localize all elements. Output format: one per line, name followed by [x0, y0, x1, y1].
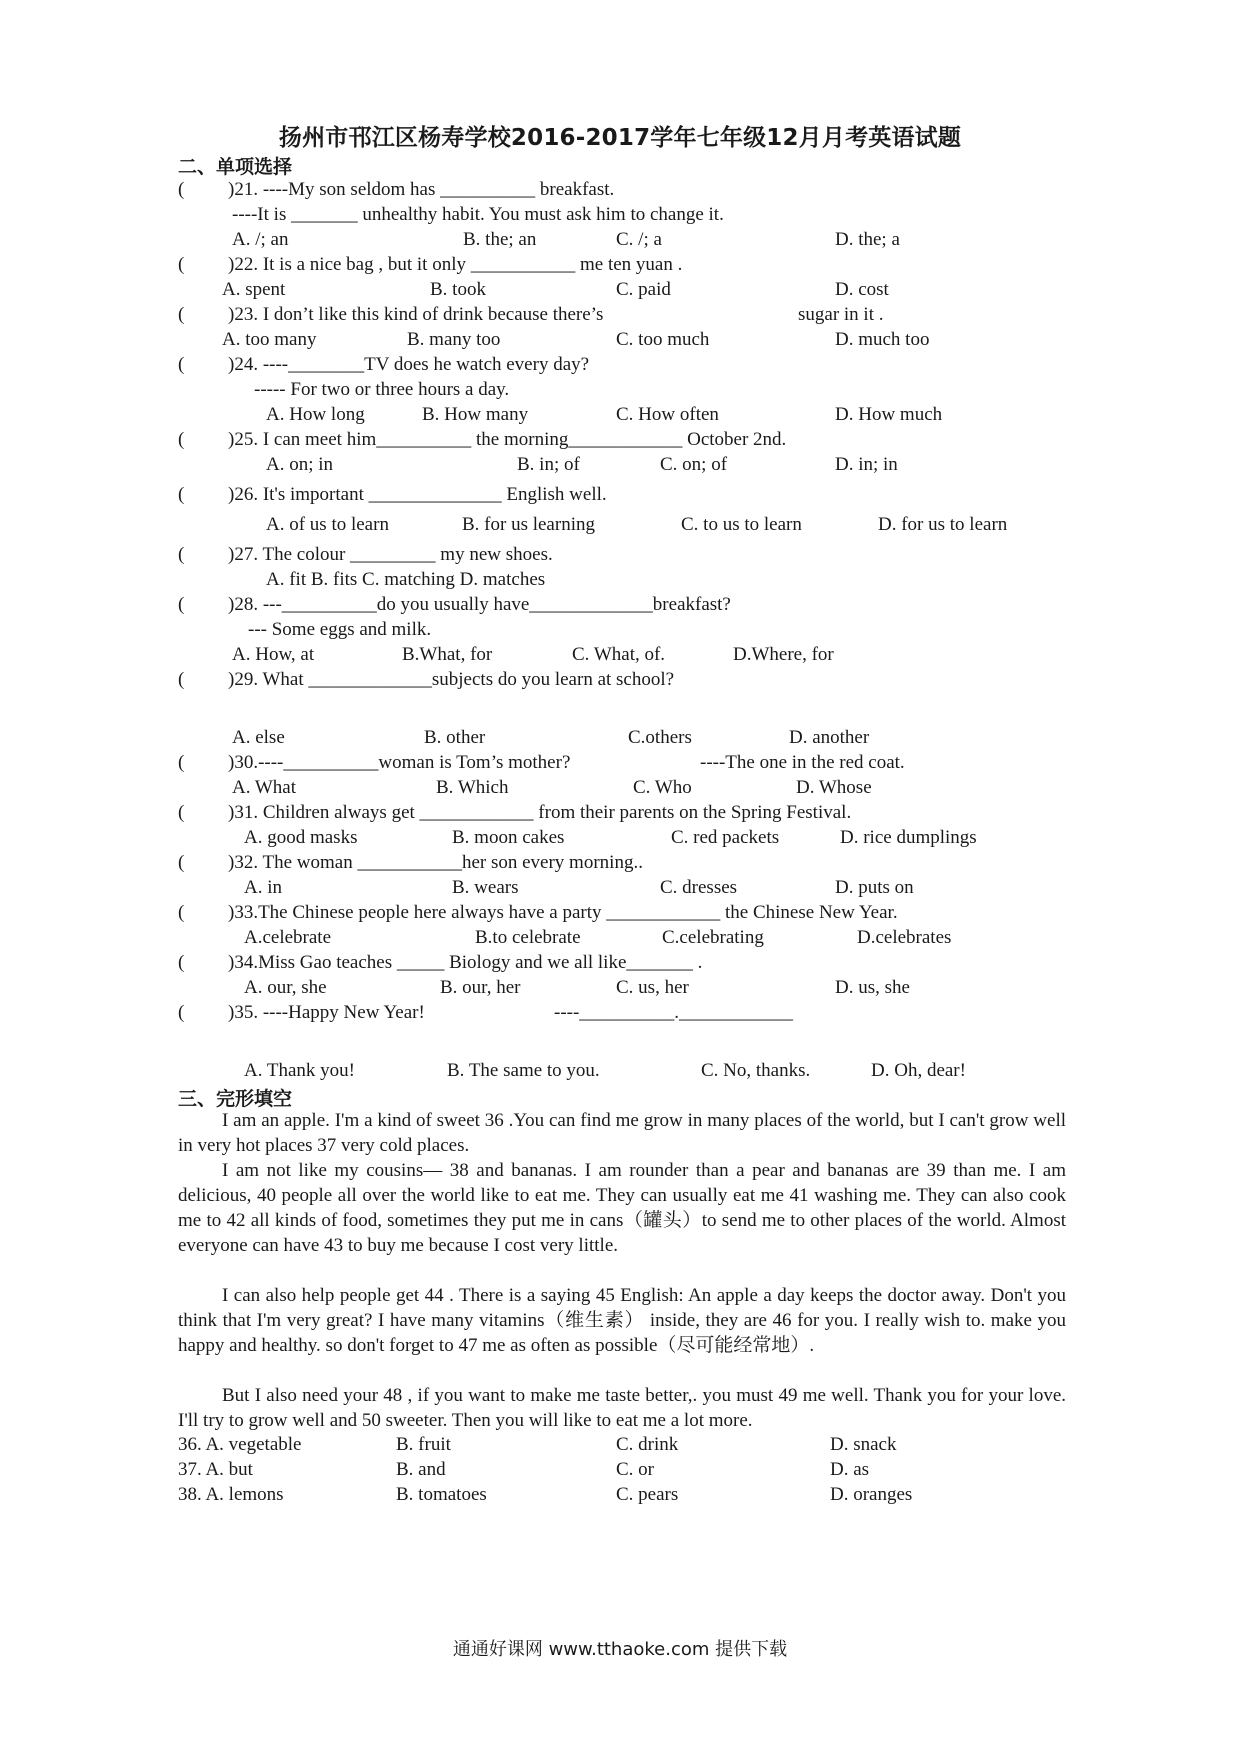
question-text: B. How many [422, 404, 529, 425]
paragraph-text: I can also help people get 44 . There is a saying 45 English: An apple a day keeps the doctor away. Don't you think that I'm very great? I have many vitamins（维生素） inside, they are 46 for you. I really wish to. make you happy and healthy. so don't forget to 47 me as often as possible（尽可能经常地）. [178, 1285, 1066, 1356]
question-text: )22. It is a nice bag , but it only ___________ me ten yuan . [228, 254, 683, 275]
question-line [0, 618, 1240, 644]
question-text: )21. ----My son seldom has __________ breakfast. [228, 179, 615, 200]
cloze-option-text: 37. A. but [178, 1459, 253, 1480]
question-line [0, 876, 1240, 902]
question-text: ( [178, 544, 185, 565]
question-text: B. many too [407, 329, 501, 350]
question-text: D. us, she [835, 977, 910, 998]
question-line [0, 543, 1240, 569]
question-text: ( [178, 852, 185, 873]
question-line [0, 801, 1240, 827]
question-text: ( [178, 354, 185, 375]
question-line [0, 378, 1240, 404]
question-text: D. Whose [796, 777, 872, 798]
question-text: ( [178, 669, 185, 690]
question-text: ----It is _______ unhealthy habit. You must ask him to change it. [232, 204, 724, 225]
question-line [0, 726, 1240, 752]
question-text: C. How often [616, 404, 719, 425]
question-text: B. took [430, 279, 486, 300]
cloze-option-text: C. pears [616, 1484, 679, 1505]
paragraph-text: I am an apple. I'm a kind of sweet 36 .You can find me grow in many places of the world, but I can't grow well in very hot places 37 very cold places. [178, 1110, 1066, 1156]
question-text: A. Thank you! [244, 1060, 355, 1081]
cloze-paragraph [178, 1158, 1066, 1258]
question-text: )26. It's important ______________ English well. [228, 484, 607, 505]
cloze-option-line [0, 1433, 1240, 1459]
question-line [0, 776, 1240, 802]
question-text: )35. ----Happy New Year! [228, 1002, 425, 1023]
cloze-option-text: D. snack [830, 1434, 897, 1455]
question-line [0, 976, 1240, 1002]
question-text: D.Where, for [733, 644, 834, 665]
question-text: D. puts on [835, 877, 914, 898]
question-text: D. Oh, dear! [871, 1060, 966, 1081]
paragraph-text: I am not like my cousins— 38 and bananas. I am rounder than a pear and bananas are 39 than me. I am delicious, 40 people all over the world like to eat me. They can usually eat me 41 washing me. They can also cook me to 42 all kinds of food, sometimes they put me in cans（罐头）to send me to other places of the world. Almost everyone can have 43 to buy me because I cost very little. [178, 1160, 1066, 1256]
cloze-option-text: 38. A. lemons [178, 1484, 284, 1505]
question-text: )28. ---__________do you usually have_____________breakfast? [228, 594, 731, 615]
question-text: A. What [232, 777, 297, 798]
question-text: ----- For two or three hours a day. [254, 379, 510, 400]
question-text: ( [178, 429, 185, 450]
question-text: sugar in it . [798, 304, 884, 325]
question-text: A. /; an [232, 229, 289, 250]
question-text: D. for us to learn [878, 514, 1008, 535]
cloze-option-text: 36. A. vegetable [178, 1434, 302, 1455]
question-text: )31. Children always get ____________ from their parents on the Spring Festival. [228, 802, 852, 823]
cloze-option-line [0, 1483, 1240, 1509]
question-text: )25. I can meet him__________ the morning____________ October 2nd. [228, 429, 787, 450]
question-text: A. How, at [232, 644, 315, 665]
question-text: ( [178, 594, 185, 615]
question-line [0, 278, 1240, 304]
question-text: A. fit B. fits C. matching D. matches [266, 569, 546, 590]
question-text: A. How long [266, 404, 365, 425]
question-line [0, 178, 1240, 204]
cloze-option-text: C. drink [616, 1434, 679, 1455]
section-heading-multiple-choice: 二、单项选择 [178, 156, 293, 178]
question-text: ----__________.____________ [554, 1002, 794, 1023]
question-text: A. in [244, 877, 282, 898]
question-text: D. much too [835, 329, 930, 350]
question-text: A. spent [222, 279, 286, 300]
question-text: D. another [789, 727, 870, 748]
question-text: C. red packets [671, 827, 780, 848]
cloze-option-text: B. tomatoes [396, 1484, 487, 1505]
question-text: ( [178, 304, 185, 325]
question-text: ( [178, 1002, 185, 1023]
question-line [0, 428, 1240, 454]
question-line [0, 926, 1240, 952]
question-line [0, 483, 1240, 509]
question-line [0, 353, 1240, 379]
question-line [0, 303, 1240, 329]
cloze-option-text: D. as [830, 1459, 870, 1480]
question-text: )27. The colour _________ my new shoes. [228, 544, 553, 565]
question-text: )32. The woman ___________her son every morning.. [228, 852, 643, 873]
question-text: A. good masks [244, 827, 358, 848]
question-line [0, 1001, 1240, 1027]
cloze-paragraph [178, 1108, 1066, 1158]
question-text: C. dresses [660, 877, 738, 898]
question-text: D. the; a [835, 229, 900, 250]
question-line [0, 228, 1240, 254]
question-text: A. else [232, 727, 285, 748]
cloze-option-text: B. fruit [396, 1434, 451, 1455]
question-line [0, 328, 1240, 354]
question-text: C. too much [616, 329, 710, 350]
question-text: C. No, thanks. [701, 1060, 811, 1081]
page-title: 扬州市邗江区杨寿学校2016-2017学年七年级12月月考英语试题 [278, 125, 962, 151]
question-text: B. The same to you. [447, 1060, 600, 1081]
question-text: C. Who [633, 777, 692, 798]
question-text: B. moon cakes [452, 827, 565, 848]
question-text: B.to celebrate [475, 927, 581, 948]
question-text: B. Which [436, 777, 509, 798]
question-text: A. on; in [266, 454, 334, 475]
question-line [0, 643, 1240, 669]
question-text: B. for us learning [462, 514, 595, 535]
paragraph-text: But I also need your 48 , if you want to make me taste better,. you must 49 me well. Thank you for your love. I'll try to grow well and 50 sweeter. Then you will like to eat me a lot more. [178, 1385, 1066, 1431]
cloze-option-text: D. oranges [830, 1484, 913, 1505]
question-line [0, 203, 1240, 229]
question-text: B. in; of [517, 454, 580, 475]
question-text: C. on; of [660, 454, 728, 475]
question-text: D. cost [835, 279, 889, 300]
question-text: C. us, her [616, 977, 689, 998]
question-text: ( [178, 752, 185, 773]
question-text: B.What, for [402, 644, 493, 665]
question-text: A.celebrate [244, 927, 332, 948]
question-text: D. in; in [835, 454, 898, 475]
question-text: ----The one in the red coat. [700, 752, 905, 773]
question-text: C. What, of. [572, 644, 666, 665]
question-text: )33.The Chinese people here always have a party ____________ the Chinese New Year. [228, 902, 898, 923]
question-text: C.others [628, 727, 692, 748]
question-text: D.celebrates [857, 927, 952, 948]
question-text: ( [178, 254, 185, 275]
cloze-option-line [0, 1458, 1240, 1484]
question-text: B. wears [452, 877, 519, 898]
question-line [0, 668, 1240, 694]
question-line [0, 751, 1240, 777]
question-text: ( [178, 484, 185, 505]
question-line [0, 513, 1240, 539]
question-text: C. /; a [616, 229, 662, 250]
question-text: ( [178, 902, 185, 923]
question-text: D. rice dumplings [840, 827, 977, 848]
question-text: B. other [424, 727, 486, 748]
question-line [0, 851, 1240, 877]
question-text: B. our, her [440, 977, 521, 998]
question-text: )29. What _____________subjects do you learn at school? [228, 669, 675, 690]
cloze-option-text: B. and [396, 1459, 446, 1480]
question-line [0, 403, 1240, 429]
question-text: --- Some eggs and milk. [248, 619, 432, 640]
question-text: )34.Miss Gao teaches _____ Biology and we all like_______ . [228, 952, 703, 973]
question-line [0, 593, 1240, 619]
cloze-paragraph [178, 1383, 1066, 1433]
section-heading-cloze: 三、完形填空 [178, 1088, 293, 1110]
question-line [0, 826, 1240, 852]
cloze-paragraph [178, 1283, 1066, 1358]
question-text: C. to us to learn [681, 514, 802, 535]
question-text: D. How much [835, 404, 943, 425]
question-line [0, 253, 1240, 279]
question-text: A. our, she [244, 977, 327, 998]
question-text: A. too many [222, 329, 317, 350]
question-text: ( [178, 952, 185, 973]
question-line [0, 453, 1240, 479]
question-line [0, 901, 1240, 927]
cloze-option-text: C. or [616, 1459, 654, 1480]
question-text: )30.----__________woman is Tom’s mother? [228, 752, 571, 773]
question-text: C.celebrating [662, 927, 764, 948]
question-text: B. the; an [463, 229, 537, 250]
question-line [0, 568, 1240, 594]
question-text: )24. ----________TV does he watch every day? [228, 354, 590, 375]
footer-watermark: 通通好课网 www.tthaoke.com 提供下载 [452, 1639, 788, 1660]
question-line [0, 1059, 1240, 1085]
question-text: ( [178, 802, 185, 823]
question-text: )23. I don’t like this kind of drink because there’s [228, 304, 604, 325]
question-text: A. of us to learn [266, 514, 389, 535]
question-text: ( [178, 179, 185, 200]
question-text: C. paid [616, 279, 671, 300]
question-line [0, 951, 1240, 977]
